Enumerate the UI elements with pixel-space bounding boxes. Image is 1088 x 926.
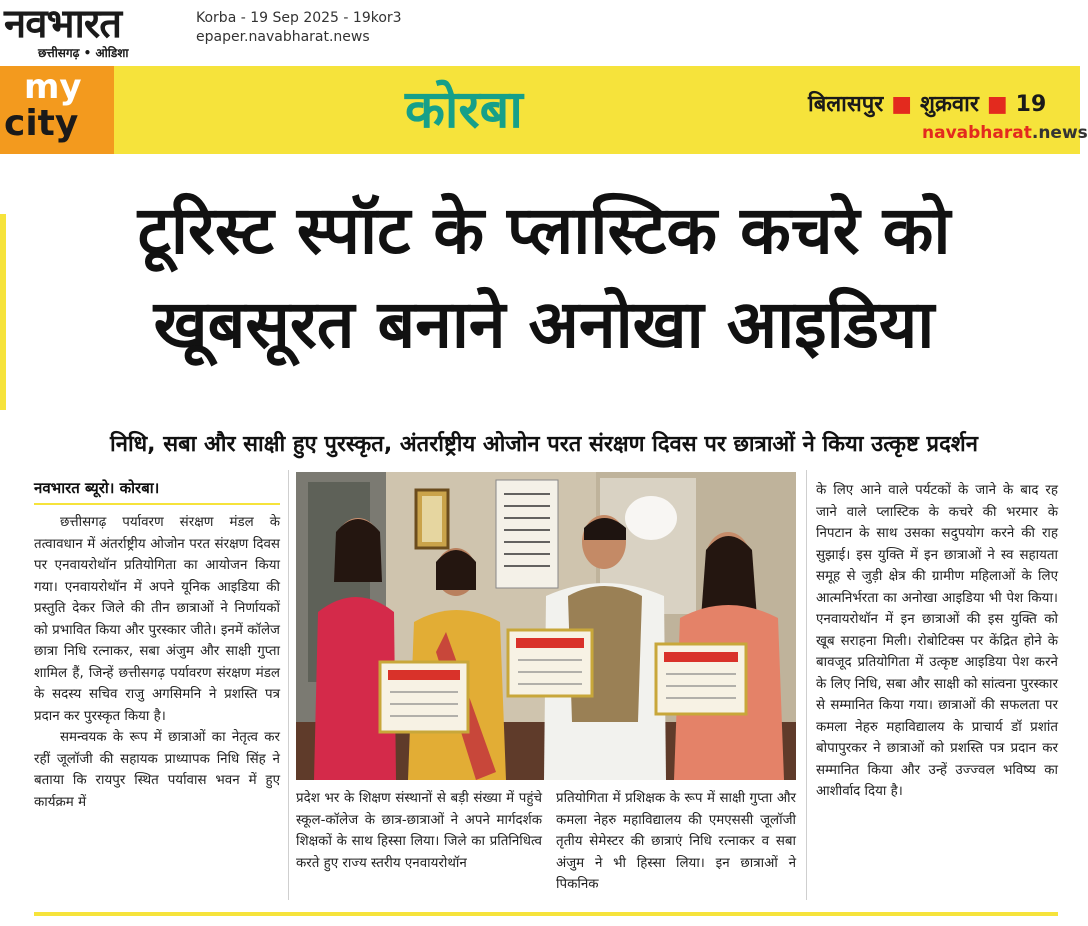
band-day: शुक्रवार xyxy=(920,92,979,117)
masthead-regions: छत्तीसगढ़ • ओडिशा xyxy=(38,46,129,60)
column-divider xyxy=(806,470,807,900)
byline-rule xyxy=(34,503,280,505)
section-title: कोरबा xyxy=(405,80,523,140)
band-city: बिलासपुर xyxy=(808,92,884,117)
band-dateline xyxy=(808,88,1046,118)
article-photo xyxy=(296,472,796,780)
column-4 xyxy=(816,480,1058,803)
top-bar xyxy=(0,0,1080,66)
mycity-logo xyxy=(0,66,114,154)
subheadline: निधि, सबा और साक्षी हुए पुरस्कृत, अंतर्राष्ट्रीय ओजोन परत संरक्षण दिवस पर छात्राओं ने किया उत्कृष्ट प्रदर्शन xyxy=(110,432,978,457)
paragraph: छत्तीसगढ़ पर्यावरण संरक्षण मंडल के तत्वावधान में अंतर्राष्ट्रीय ओजोन परत संरक्षण दिवस पर एनवायरोथॉन प्रतियोगिता का आयोजन किया गया। एनवायरोथॉन में अपने यूनिक आइडिया की प्रस्तुति देकर जिले की तीन छात्राओं ने निर्णायकों को प्रभावित किया और पुरस्कार जीते। इनमें कॉलेज छात्रा निधि रत्नाकर, सबा अंजुम और साक्षी गुप्ता शामिल हैं, जिन्हें छत्तीसगढ़ पर्यावरण संरक्षण मंडल के सदस्य सचिव राजु अगसिमनि ने प्रशस्ति पत्र प्रदान कर पुरस्कृत किया है। xyxy=(34,515,280,724)
column-1 xyxy=(34,512,280,813)
award-photo-illustration xyxy=(296,472,796,780)
band-site-link[interactable] xyxy=(922,123,1088,143)
paragraph: समन्वयक के रूप में छात्राओं का नेतृत्व कर रहीं जूलॉजी की सहायक प्राध्यापक निधि सिंह ने बताया कि रायपुर स्थित पर्यावास भवन में हुए कार्यक्रम में xyxy=(34,730,280,810)
band-date: 19 xyxy=(1015,92,1047,117)
column-divider xyxy=(288,470,289,900)
masthead-name: नवभारत xyxy=(4,1,122,47)
left-accent-rule xyxy=(0,214,6,410)
separator-dot-icon: ■ xyxy=(891,92,913,117)
mycity-city: city xyxy=(4,103,79,144)
byline: नवभारत ब्यूरो। कोरबा। xyxy=(34,479,160,497)
epaper-link[interactable]: epaper.navabharat.news xyxy=(196,29,370,45)
column-3 xyxy=(556,788,796,896)
separator-dot-icon: ■ xyxy=(986,92,1008,117)
headline xyxy=(14,184,1074,372)
edition-info: Korba - 19 Sep 2025 - 19kor3 xyxy=(196,10,402,26)
headline-line-2: खूबसूरत बनाने अनोखा आइडिया xyxy=(153,286,935,363)
mycity-my: my xyxy=(24,67,82,107)
site-tld: .news xyxy=(1031,123,1088,143)
headline-line-1: टूरिस्ट स्पॉट के प्लास्टिक कचरे को xyxy=(137,192,951,269)
paragraph: प्रदेश भर के शिक्षण संस्थानों से बड़ी संख्या में पहुंचे स्कूल-कॉलेज के छात्र-छात्राओं ने अपने मार्गदर्शक शिक्षकों के साथ हिस्सा लिया। जिले का प्रतिनिधित्व करते हुए राज्य स्तरीय एनवायरोथॉन xyxy=(296,791,542,871)
site-main: navabharat xyxy=(922,123,1032,143)
paragraph: के लिए आने वाले पर्यटकों के जाने के बाद रह जाने वाले प्लास्टिक के कचरे की भरमार के निपटान के साथ उसका सदुपयोग करने की राह सुझाई। इस युक्ति में इन छात्राओं ने स्व सहायता समूह से जुड़ी क्षेत्र की ग्रामीण महिलाओं के लिए आत्मनिर्भरता का अनोखा आइडिया भी पेश किया। एनवायरोथॉन में इन छात्राओं की इस युक्ति को खूब सराहना मिली। रोबोटिक्स पर केंद्रित होने के बावजूद प्रतियोगिता में उत्कृष्ट आइडिया पेश करने के लिए निधि, सबा और साक्षी को सांत्वना पुरस्कार से सम्मानित किया गया। छात्राओं की सफलता पर कमला नेहरु महाविद्यालय के प्राचार्य डॉ प्रशांत बोपापुरकर ने छात्राओं को प्रशस्ति पत्र प्रदान कर सम्मानित किया और उन्हें उज्ज्वल भविष्य का आशीर्वाद दिया है। xyxy=(816,483,1058,799)
bottom-rule xyxy=(34,912,1058,916)
column-2 xyxy=(296,788,542,874)
masthead-logo[interactable] xyxy=(4,2,180,62)
paragraph: प्रतियोगिता में प्रशिक्षक के रूप में साक्षी गुप्ता और कमला नेहरु महाविद्यालय की एमएससी जूलॉजी तृतीय सेमेस्टर की छात्राएं निधि रत्नाकर व सबा अंजुम ने भी हिस्सा लिया। इन छात्राओं ने पिकनिक xyxy=(556,791,796,892)
